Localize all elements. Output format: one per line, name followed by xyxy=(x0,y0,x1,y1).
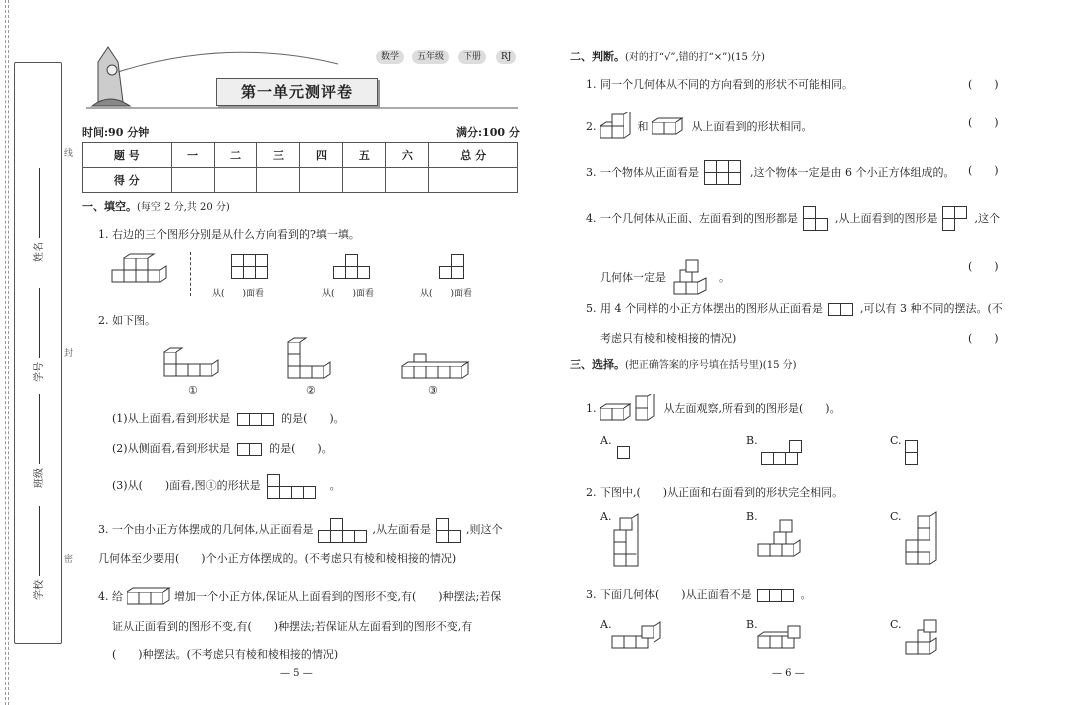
cube-figure xyxy=(600,394,660,424)
score-input-cell[interactable] xyxy=(214,168,257,193)
shape-2x3 xyxy=(705,160,745,186)
score-table-cell: 四 xyxy=(300,143,343,168)
question-1-4-cont: ( )种摆法。(不考虑只有棱和棱相接的情况) xyxy=(112,648,339,661)
question-2-3: 3. 一个物体从正面看是 ,这个物体一定是由 6 个小正方体组成的。 xyxy=(586,160,955,186)
cube-row-figure xyxy=(127,586,171,608)
figure-label-3: ③ xyxy=(428,384,438,397)
option-c-figure xyxy=(902,512,942,568)
question-1-4-cont: 证从正面看到的图形不变,有( )种摆法;若保证从左面看到的图形不变,有 xyxy=(112,620,473,633)
grid-bottom xyxy=(440,266,464,279)
edition-tag: RJ xyxy=(496,50,516,64)
option-a-label[interactable]: A. xyxy=(600,434,612,447)
question-2-5: 5. 用 4 个同样的小正方体摆出的图形从正面看是 ,可以有 3 种不同的摆法。(不 xyxy=(586,302,1003,315)
binding-dash-line xyxy=(5,0,6,705)
score-input-cell[interactable] xyxy=(429,168,518,193)
cube-figure xyxy=(112,254,172,290)
score-table-cell: 六 xyxy=(386,143,429,168)
option-a-label[interactable]: A. xyxy=(600,618,612,631)
score-table-cell: 得 分 xyxy=(83,168,172,193)
question-1-2-3: (3)从( )面看,图①的形状是 。 xyxy=(112,474,341,498)
shape-1x3 xyxy=(758,589,794,602)
shape-1x2 xyxy=(829,303,853,316)
view-caption: 从( )面看 xyxy=(322,289,375,299)
binding-mark: 封 xyxy=(64,349,74,359)
question-1-1: 1. 右边的三个图形分别是从什么方向看到的?填一填。 xyxy=(98,228,360,241)
volume-tag: 下册 xyxy=(458,50,486,64)
score-table-cell: 二 xyxy=(214,143,257,168)
view-caption: 从( )面看 xyxy=(212,289,265,299)
question-1-3-cont: 几何体至少要用( )个小正方体摆成的。(不考虑只有棱和棱相接的情况) xyxy=(98,552,457,565)
shape-left-view xyxy=(437,518,461,542)
score-table-cell: 三 xyxy=(257,143,300,168)
cube-figure-1 xyxy=(164,348,224,382)
score-input-cell[interactable] xyxy=(386,168,429,193)
grid-bottom xyxy=(232,266,268,279)
shape-top-view xyxy=(943,206,969,232)
section-3-heading: 三、选择。(把正确答案的序号填在括号里)(15 分) xyxy=(570,358,797,371)
score-input-cell[interactable] xyxy=(300,168,343,193)
question-1-2: 2. 如下图。 xyxy=(98,314,156,327)
question-2-1: 1. 同一个几何体从不同的方向看到的形状不可能相同。 xyxy=(586,78,853,91)
time-label: 时间:90 分钟 xyxy=(82,126,150,139)
school-field: 学校 xyxy=(30,506,45,600)
binding-mark: 线 xyxy=(64,149,74,159)
score-table-cell: 题 号 xyxy=(83,143,172,168)
option-a-shape xyxy=(618,446,630,459)
option-b-label[interactable]: B. xyxy=(746,510,758,523)
option-c-label[interactable]: C. xyxy=(890,510,902,523)
page-number-right: — 6 — xyxy=(772,668,805,679)
cube-figure xyxy=(652,116,688,138)
question-3-1: 1. 从左面观察,所看到的图形是( )。 xyxy=(586,394,841,424)
option-b-figure xyxy=(758,518,808,560)
score-table-cell: 一 xyxy=(171,143,214,168)
cube-figure xyxy=(600,112,634,142)
option-b-figure xyxy=(758,622,808,652)
binding-mark: 密 xyxy=(64,555,74,565)
page-number-left: — 5 — xyxy=(280,668,313,679)
grid-bottom xyxy=(334,266,370,279)
question-3-2: 2. 下图中,( )从正面和右面看到的形状完全相同。 xyxy=(586,486,844,499)
figure-label-1: ① xyxy=(188,384,198,397)
question-2-5-cont: 考虑只有棱和棱相接的情况) xyxy=(600,332,737,345)
cube-figure-3 xyxy=(402,352,474,382)
answer-paren[interactable]: ( ) xyxy=(968,260,999,273)
score-input-cell[interactable] xyxy=(343,168,386,193)
answer-paren[interactable]: ( ) xyxy=(968,116,999,129)
option-c-label[interactable]: C. xyxy=(890,618,902,631)
question-2-4-cont: 几何体一定是 。 xyxy=(600,258,730,298)
option-b-label[interactable]: B. xyxy=(746,618,758,631)
question-1-4: 4. 给 增加一个小正方体,保证从上面看到的图形不变,有( )种摆法;若保 xyxy=(98,586,501,608)
option-a-figure xyxy=(610,514,650,570)
student-number-field: 学号 xyxy=(30,288,45,382)
option-a-figure xyxy=(612,622,668,652)
question-3-3: 3. 下面几何体( )从正面看不是 。 xyxy=(586,588,812,601)
score-table-cell: 总 分 xyxy=(429,143,518,168)
cube-figure-2 xyxy=(288,338,338,382)
question-2-4: 4. 一个几何体从正面、左面看到的图形都是 ,从上面看到的图形是 ,这个 xyxy=(586,206,1000,232)
question-1-2-2: (2)从侧面看,看到形状是 的是( )。 xyxy=(112,442,333,455)
question-2-2: 2. 和 从上面看到的形状相同。 xyxy=(586,112,813,142)
score-input-cell[interactable] xyxy=(171,168,214,193)
option-c-figure xyxy=(902,618,942,658)
answer-paren[interactable]: ( ) xyxy=(968,332,999,345)
option-b-label[interactable]: B. xyxy=(746,434,758,447)
figure-label-2: ② xyxy=(306,384,316,397)
shape-front-left-view xyxy=(804,206,830,232)
option-c-shape xyxy=(906,440,920,468)
score-table-header-row xyxy=(83,143,518,168)
answer-paren[interactable]: ( ) xyxy=(968,78,999,91)
shape-1x2 xyxy=(238,443,262,456)
binding-dash-line xyxy=(8,0,9,705)
option-c-label[interactable]: C. xyxy=(890,434,902,447)
subject-tag: 数学 xyxy=(376,50,404,64)
score-input-cell[interactable] xyxy=(257,168,300,193)
question-1-2-1: (1)从上面看,看到形状是 的是( )。 xyxy=(112,412,345,425)
page-title: 第一单元测评卷 xyxy=(216,78,378,106)
score-table xyxy=(82,142,518,193)
option-b-shape xyxy=(762,440,802,468)
divider xyxy=(190,252,191,296)
score-table-cell: 五 xyxy=(343,143,386,168)
option-a-label[interactable]: A. xyxy=(600,510,612,523)
name-field: 姓名 xyxy=(30,168,45,262)
section-2-heading: 二、判断。(对的打“√”,错的打“×”)(15 分) xyxy=(570,50,765,63)
full-marks-label: 满分:100 分 xyxy=(456,126,520,139)
shape-figure-1-front xyxy=(268,474,322,498)
shape-1x3 xyxy=(238,413,274,426)
class-field: 班级 xyxy=(30,394,45,488)
section-1-heading: 一、填空。(每空 2 分,共 20 分) xyxy=(82,200,230,213)
score-table-score-row xyxy=(83,168,518,193)
grade-tag: 五年级 xyxy=(412,50,449,64)
view-caption: 从( )面看 xyxy=(420,289,473,299)
cube-figure xyxy=(670,258,716,298)
answer-paren[interactable]: ( ) xyxy=(968,164,999,177)
shape-front-view xyxy=(319,518,367,542)
question-1-3: 3. 一个由小正方体摆成的几何体,从正面看是 ,从左面看是 ,则这个 xyxy=(98,518,503,542)
